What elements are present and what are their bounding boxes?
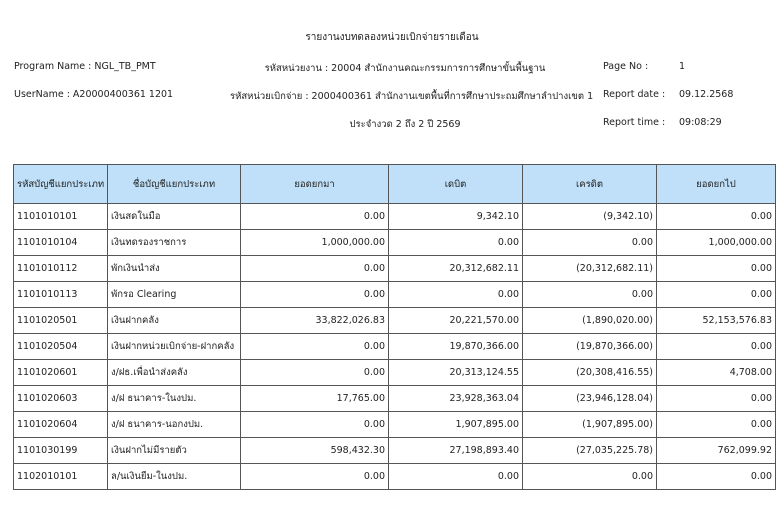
cell-closing-balance: 1,000,000.00 (657, 230, 776, 256)
cell-account-code: 1101010113 (14, 282, 108, 308)
cell-account-name: พักรอ Clearing (108, 282, 241, 308)
cell-opening-balance: 33,822,026.83 (241, 308, 389, 334)
cell-account-name: เงินทดรองราชการ (108, 230, 241, 256)
cell-opening-balance: 0.00 (241, 360, 389, 386)
cell-account-code: 1102010101 (14, 464, 108, 490)
page-no-value: 1 (679, 61, 686, 72)
cell-account-name: เงินฝากคลัง (108, 308, 241, 334)
cell-account-name: ง/ฝ ธนาคาร-นอกงปม. (108, 412, 241, 438)
header-closing-balance: ยอดยกไป (657, 165, 776, 204)
cell-credit: (1,890,020.00) (523, 308, 657, 334)
cell-credit: (9,342.10) (523, 204, 657, 230)
cell-account-code: 1101020604 (14, 412, 108, 438)
cell-account-name: เงินสดในมือ (108, 204, 241, 230)
table-row (14, 464, 776, 490)
cell-debit: 1,907,895.00 (389, 412, 523, 438)
disbursement-unit-line: รหัสหน่วยเบิกจ่าย : 2000400361 สำนักงานเขตพื้นที่การศึกษาประถมศึกษาลำปางเขต 1 (230, 91, 594, 102)
cell-closing-balance: 762,099.92 (657, 438, 776, 464)
cell-opening-balance: 0.00 (241, 464, 389, 490)
header-debit: เดบิต (389, 165, 523, 204)
report-time-value: 09:08:29 (679, 117, 722, 128)
cell-opening-balance: 0.00 (241, 204, 389, 230)
cell-account-code: 1101030199 (14, 438, 108, 464)
cell-account-code: 1101010104 (14, 230, 108, 256)
cell-account-name: เงินฝากหน่วยเบิกจ่าย-ฝากคลัง (108, 334, 241, 360)
cell-credit: (27,035,225.78) (523, 438, 657, 464)
table-row (14, 282, 776, 308)
period-line: ประจำงวด 2 ถึง 2 ปี 2569 (349, 119, 461, 130)
cell-account-code: 1101010101 (14, 204, 108, 230)
cell-debit: 23,928,363.04 (389, 386, 523, 412)
cell-debit: 20,312,682.11 (389, 256, 523, 282)
cell-closing-balance: 0.00 (657, 334, 776, 360)
cell-debit: 19,870,366.00 (389, 334, 523, 360)
report-title: รายงานงบทดลองหน่วยเบิกจ่ายรายเดือน (305, 32, 479, 43)
username: UserName : A20000400361 1201 (14, 89, 174, 100)
cell-opening-balance: 17,765.00 (241, 386, 389, 412)
table-row (14, 334, 776, 360)
cell-opening-balance: 598,432.30 (241, 438, 389, 464)
cell-debit: 9,342.10 (389, 204, 523, 230)
cell-debit: 27,198,893.40 (389, 438, 523, 464)
cell-closing-balance: 0.00 (657, 256, 776, 282)
cell-credit: (1,907,895.00) (523, 412, 657, 438)
cell-account-name: ล/นเงินยืม-ในงปม. (108, 464, 241, 490)
cell-closing-balance: 0.00 (657, 464, 776, 490)
cell-closing-balance: 0.00 (657, 204, 776, 230)
cell-credit: (23,946,128.04) (523, 386, 657, 412)
cell-closing-balance: 4,708.00 (657, 360, 776, 386)
cell-closing-balance: 0.00 (657, 282, 776, 308)
cell-opening-balance: 0.00 (241, 282, 389, 308)
cell-credit: (20,308,416.55) (523, 360, 657, 386)
cell-closing-balance: 52,153,576.83 (657, 308, 776, 334)
cell-account-name: ง/ฝ ธนาคาร-ในงปม. (108, 386, 241, 412)
cell-credit: (19,870,366.00) (523, 334, 657, 360)
cell-account-code: 1101020501 (14, 308, 108, 334)
table-row (14, 256, 776, 282)
department-line: รหัสหน่วยงาน : 20004 สำนักงานคณะกรรมการการศึกษาขั้นพื้นฐาน (264, 63, 546, 74)
cell-credit: 0.00 (523, 282, 657, 308)
cell-opening-balance: 0.00 (241, 256, 389, 282)
report-date-label: Report date : (603, 89, 666, 100)
report-date-value: 09.12.2568 (679, 89, 734, 100)
program-name: Program Name : NGL_TB_PMT (14, 61, 156, 72)
page-no-label: Page No : (603, 61, 649, 72)
table-row (14, 412, 776, 438)
header-account-code: รหัสบัญชีแยกประเภท (14, 165, 108, 204)
cell-debit: 0.00 (389, 230, 523, 256)
cell-account-code: 1101020601 (14, 360, 108, 386)
cell-credit: (20,312,682.11) (523, 256, 657, 282)
header-credit: เครดิต (523, 165, 657, 204)
cell-credit: 0.00 (523, 230, 657, 256)
cell-opening-balance: 1,000,000.00 (241, 230, 389, 256)
table-row (14, 360, 776, 386)
table-header-row (14, 165, 776, 204)
cell-closing-balance: 0.00 (657, 412, 776, 438)
cell-account-code: 1101010112 (14, 256, 108, 282)
cell-debit: 20,221,570.00 (389, 308, 523, 334)
cell-debit: 20,313,124.55 (389, 360, 523, 386)
trial-balance-table (13, 164, 776, 490)
cell-opening-balance: 0.00 (241, 334, 389, 360)
header-opening-balance: ยอดยกมา (241, 165, 389, 204)
table-row (14, 308, 776, 334)
cell-account-name: พักเงินนำส่ง (108, 256, 241, 282)
report-time-label: Report time : (603, 117, 666, 128)
table-row (14, 438, 776, 464)
cell-account-name: ง/ฝธ.เพื่อนำส่งคลัง (108, 360, 241, 386)
cell-credit: 0.00 (523, 464, 657, 490)
cell-debit: 0.00 (389, 282, 523, 308)
table-row (14, 204, 776, 230)
table-row (14, 230, 776, 256)
cell-account-code: 1101020504 (14, 334, 108, 360)
cell-opening-balance: 0.00 (241, 412, 389, 438)
cell-closing-balance: 0.00 (657, 386, 776, 412)
cell-account-name: เงินฝากไม่มีรายตัว (108, 438, 241, 464)
cell-debit: 0.00 (389, 464, 523, 490)
header-account-name: ชื่อบัญชีแยกประเภท (108, 165, 241, 204)
cell-account-code: 1101020603 (14, 386, 108, 412)
table-row (14, 386, 776, 412)
